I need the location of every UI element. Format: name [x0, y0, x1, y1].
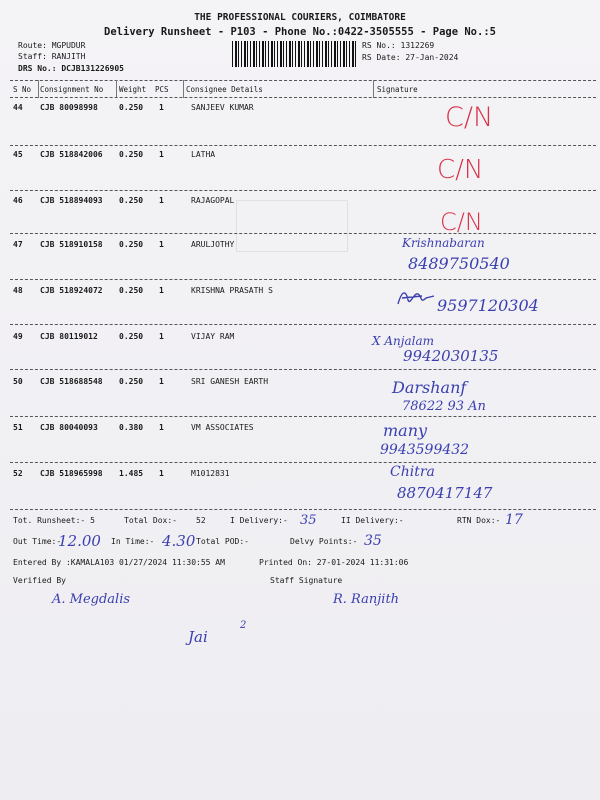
tot-runsheet: Tot. Runsheet:- 5: [13, 516, 95, 525]
delvy-points-label: Delvy Points:-: [290, 537, 358, 546]
row-signature: Chitra: [390, 464, 435, 480]
row-weight: 0.250: [119, 377, 144, 386]
row-sno: 48: [13, 286, 23, 295]
out-time-hand: 12.00: [58, 532, 101, 550]
row-phone: 8870417147: [397, 484, 493, 502]
row-consignment: CJB 80040093: [40, 423, 98, 432]
row-sno: 45: [13, 150, 23, 159]
row-weight: 1.485: [119, 469, 144, 478]
in-time-hand: 4.30: [162, 532, 196, 550]
row-weight: 0.250: [119, 150, 144, 159]
row-signature: Krishnabaran: [402, 236, 485, 250]
i-delivery-hand: 35: [300, 513, 317, 528]
row-pcs: 1: [159, 240, 164, 249]
row-phone: 8489750540: [408, 254, 510, 273]
rs-number: RS No.: 1312269: [362, 41, 435, 50]
row-phone: 9943599432: [380, 442, 470, 458]
entered-by: Entered By :KAMALA103 01/27/2024 11:30:55 AM: [13, 558, 225, 567]
row-pcs: 1: [159, 150, 164, 159]
total-dox-label: Total Dox:-: [124, 516, 177, 525]
row-pcs: 1: [159, 332, 164, 341]
header-top-rule: [10, 80, 596, 81]
row-signature: C/N: [440, 208, 483, 236]
row-consignment: CJB 80098998: [40, 103, 98, 112]
col-signature: Signature: [377, 85, 418, 94]
staff-signature-label: Staff Signature: [270, 576, 343, 585]
total-dox-value: 52: [196, 516, 206, 525]
row-pcs: 1: [159, 103, 164, 112]
row-consignee: KRISHNA PRASATH S: [191, 286, 273, 295]
row-consignment: CJB 518842006: [40, 150, 103, 159]
row-pcs: 1: [159, 469, 164, 478]
row-weight: 0.380: [119, 423, 144, 432]
row-consignee: ARULJOTHY: [191, 240, 235, 249]
extra-mark: 2: [240, 620, 247, 631]
drs-number: DRS No.: DCJB131226905: [18, 64, 124, 73]
row-consignee: RAJAGOPAL: [191, 196, 235, 205]
row-sno: 46: [13, 196, 23, 205]
col-consignment: Consignment No: [40, 85, 104, 94]
row-sno: 47: [13, 240, 23, 249]
col-sno: S No: [13, 85, 32, 94]
ii-delivery-label: II Delivery:-: [341, 516, 404, 525]
col-consignee: Consignee Details: [186, 85, 263, 94]
signature-scribble: [396, 286, 436, 310]
verified-signature: A. Megdalis: [52, 592, 131, 607]
row-sno: 50: [13, 377, 23, 386]
rtn-dox-label: RTN Dox:-: [457, 516, 501, 525]
row-weight: 0.250: [119, 103, 144, 112]
extra-signature: Jai: [188, 628, 208, 646]
row-phone: 9942030135: [403, 347, 499, 365]
row-consignment: CJB 518894093: [40, 196, 103, 205]
row-consignee: VM ASSOCIATES: [191, 423, 254, 432]
row-signature: many: [383, 421, 428, 440]
row-sno: 52: [13, 469, 23, 478]
row-signature: C/N: [437, 155, 484, 185]
staff-signature: R. Ranjith: [333, 592, 400, 607]
row-weight: 0.250: [119, 240, 144, 249]
faint-stamp: [236, 200, 348, 252]
row-consignee: SRI GANESH EARTH: [191, 377, 269, 386]
row-signature: Darshanf: [392, 378, 467, 397]
rs-date: RS Date: 27-Jan-2024: [362, 53, 459, 62]
row-weight: 0.250: [119, 332, 144, 341]
company-name: THE PROFESSIONAL COURIERS, COIMBATORE: [194, 12, 406, 23]
row-consignee: LATHA: [191, 150, 216, 159]
route: Route: MGPUDUR: [18, 41, 86, 50]
printed-on: Printed On: 27-01-2024 11:31:06: [259, 558, 409, 567]
row-consignee: VIJAY RAM: [191, 332, 235, 341]
col-weight: Weight: [119, 85, 147, 94]
row-phone: 78622 93 An: [402, 399, 486, 414]
row-sno: 51: [13, 423, 23, 432]
in-time-label: In Time:-: [111, 537, 155, 546]
row-weight: 0.250: [119, 196, 144, 205]
header-bottom-rule: [10, 97, 596, 98]
delvy-points-hand: 35: [364, 533, 382, 549]
row-consignee: M1012831: [191, 469, 230, 478]
total-pod-label: Total POD:-: [196, 537, 249, 546]
out-time-label: Out Time:-: [13, 537, 62, 546]
row-consignment: CJB 518910158: [40, 240, 103, 249]
barcode: [232, 41, 356, 67]
row-pcs: 1: [159, 377, 164, 386]
row-pcs: 1: [159, 286, 164, 295]
row-consignment: CJB 80119012: [40, 332, 98, 341]
col-pcs: PCS: [155, 85, 169, 94]
rtn-dox-hand: 17: [505, 512, 523, 528]
row-pcs: 1: [159, 196, 164, 205]
row-pcs: 1: [159, 423, 164, 432]
runsheet-title: Delivery Runsheet - P103 - Phone No.:0422-3505555 - Page No.:5: [104, 26, 496, 38]
row-consignee: SANJEEV KUMAR: [191, 103, 254, 112]
row-signature: C/N: [445, 102, 494, 133]
staff: Staff: RANJITH: [18, 52, 86, 61]
row-weight: 0.250: [119, 286, 144, 295]
verified-by-label: Verified By: [13, 576, 66, 585]
row-consignment: CJB 518965998: [40, 469, 103, 478]
row-signature: X Anjalam: [372, 334, 434, 348]
row-sno: 49: [13, 332, 23, 341]
i-delivery-label: I Delivery:-: [230, 516, 288, 525]
row-phone: 9597120304: [437, 296, 539, 315]
row-consignment: CJB 518924072: [40, 286, 103, 295]
row-consignment: CJB 518688548: [40, 377, 103, 386]
row-sno: 44: [13, 103, 23, 112]
